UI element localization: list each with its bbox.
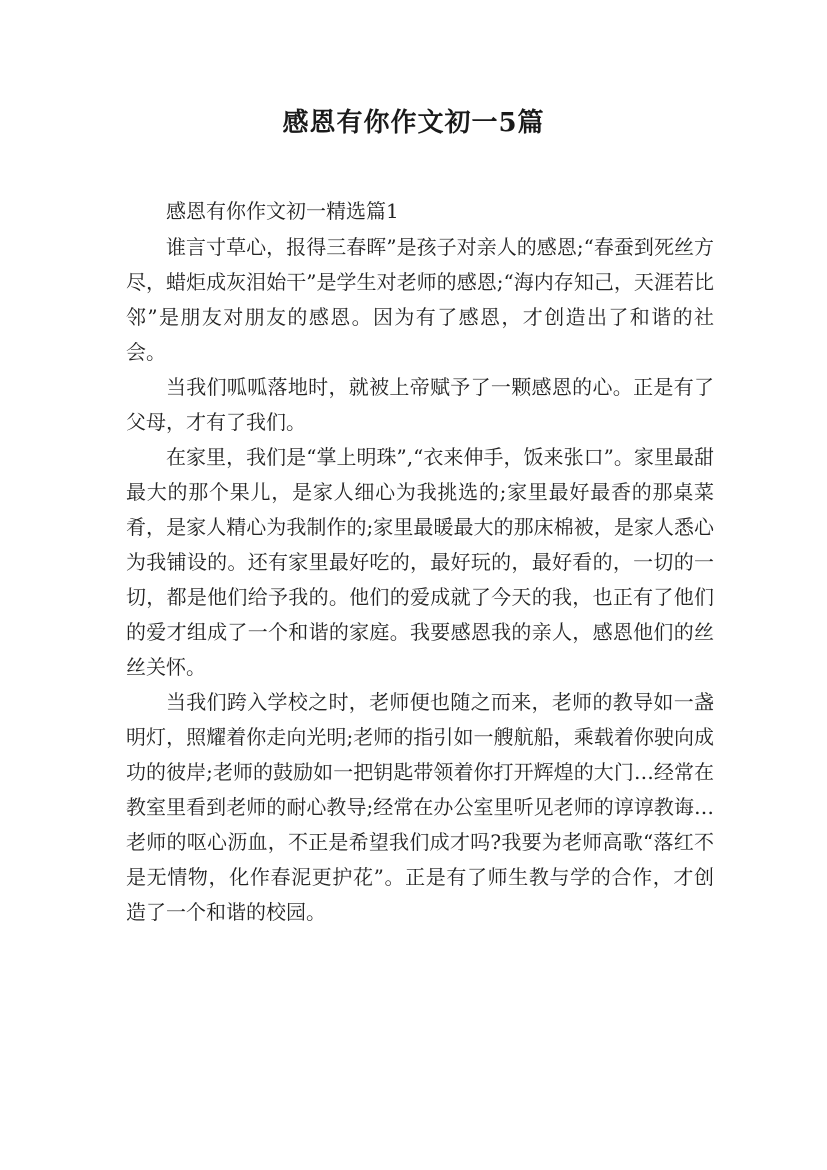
document-title: 感恩有你作文初一5篇 [282,108,545,138]
paragraph-1: 谁言寸草心，报得三春晖”是孩子对亲人的感恩;“春蚕到死丝方尽，蜡炬成灰泪始干”是学生对老师的感恩;“海内存知己，天涯若比邻”是朋友对朋友的感恩。因为有了感恩，才创造出了和谐的社会。 [126,235,714,364]
document-body [126,194,714,930]
paragraph-4: 当我们跨入学校之时，老师便也随之而来，老师的教导如一盏明灯，照耀着你走向光明;老师的指引如一艘航船，乘载着你驶向成功的彼岸;老师的鼓励如一把钥匙带领着你打开辉煌的大门…经常在教室里看到老师的耐心教导;经常在办公室里听见老师的谆谆教诲…老师的呕心沥血，不正是希望我们成才吗?我要为老师高歌“落红不是无情物，化作春泥更护花”。正是有了师生教与学的合作，才创造了一个和谐的校园。 [126,690,714,924]
section-subtitle: 感恩有你作文初一精选篇1 [166,199,399,223]
paragraph-3: 在家里，我们是“掌上明珠”,“衣来伸手，饭来张口”。家里最甜最大的那个果儿，是家人细心为我挑选的;家里最好最香的那桌菜肴，是家人精心为我制作的;家里最暖最大的那床棉被，是家人悉心为我铺设的。还有家里最好吃的，最好玩的，最好看的，一切的一切，都是他们给予我的。他们的爱成就了今天的我，也正有了他们的爱才组成了一个和谐的家庭。我要感恩我的亲人，感恩他们的丝丝关怀。 [126,445,714,679]
paragraph-2: 当我们呱呱落地时，就被上帝赋予了一颗感恩的心。正是有了父母，才有了我们。 [126,375,714,434]
